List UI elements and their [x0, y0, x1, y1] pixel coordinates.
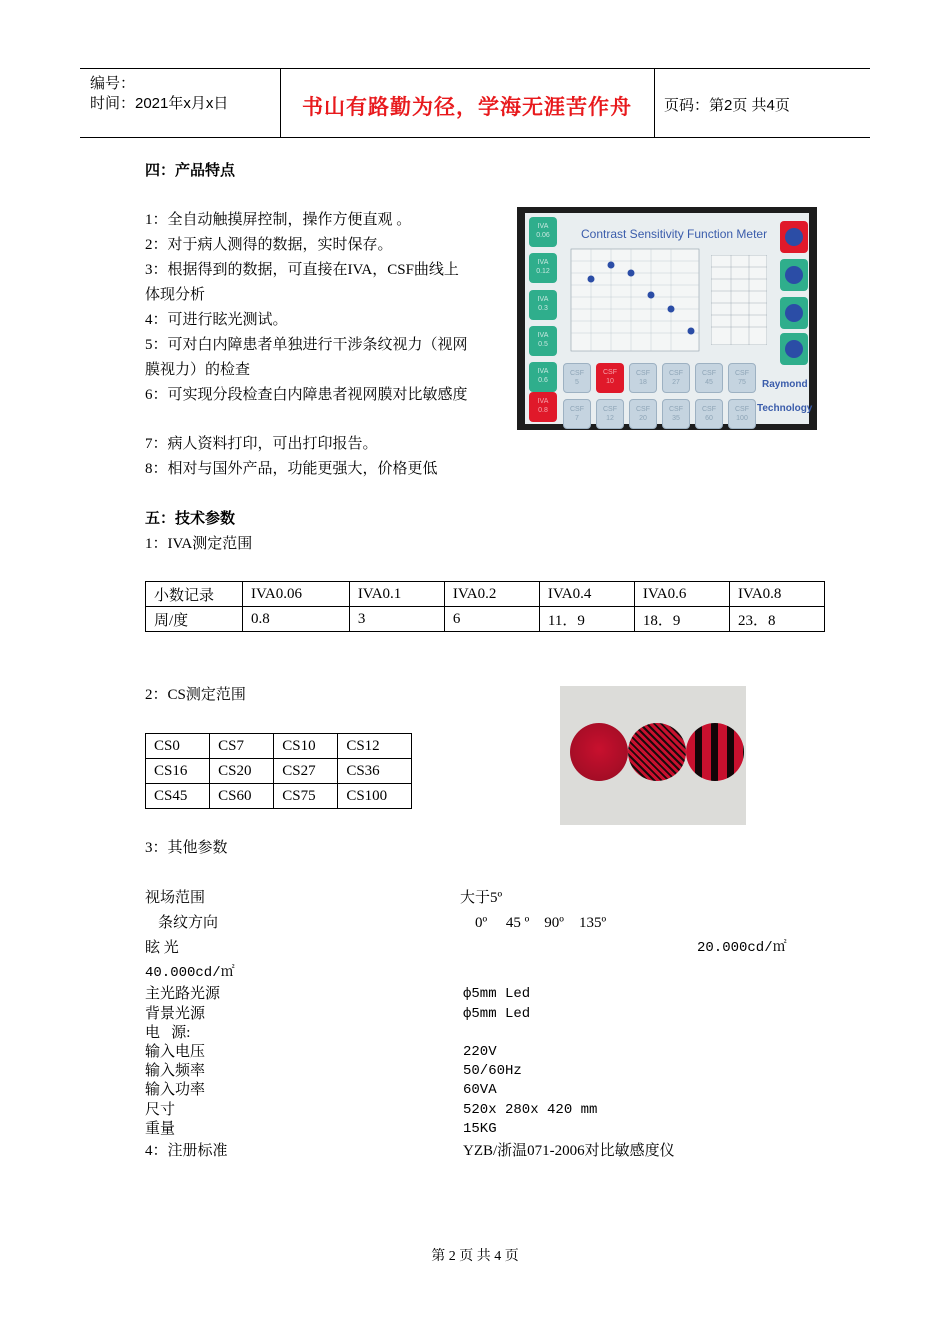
param-label: 眩 光	[145, 940, 179, 956]
feature-item: 5：可对白内障患者单独进行干涉条纹视力（视网	[145, 337, 468, 353]
iva-key: IVA 0.3	[529, 290, 557, 320]
csf-key: CSF 100	[728, 399, 756, 429]
feature-item: 1：全自动触摸屏控制，操作方便直观 。	[145, 212, 412, 228]
param-label: 主光路光源	[145, 986, 221, 1002]
param-label: 视场范围	[145, 890, 206, 906]
solid-disc	[570, 723, 628, 781]
param-value: 50/60Hz	[463, 1063, 522, 1079]
header-left-cell	[80, 69, 281, 137]
feature-item: 4：可进行眩光测试。	[145, 312, 288, 328]
grating-90-button	[780, 297, 808, 329]
table-row	[146, 607, 825, 632]
table-cell: CS60	[210, 784, 274, 809]
standard-value: YZB/浙温071-2006对比敏感度仪	[463, 1143, 675, 1159]
table-cell: IVA0.1	[349, 582, 444, 607]
csf-key: CSF 10	[596, 363, 624, 393]
table-row	[146, 784, 412, 809]
param-label: 输入频率	[145, 1063, 206, 1079]
table-cell: 6	[444, 607, 539, 632]
grating-discs-photo	[560, 686, 746, 825]
table-cell: CS27	[274, 759, 338, 784]
param-value: 220V	[463, 1044, 497, 1060]
table-cell: IVA0.2	[444, 582, 539, 607]
page-header	[80, 68, 870, 138]
param-value: 15KG	[463, 1121, 497, 1137]
table-cell: 0.8	[243, 607, 350, 632]
grating-135-button	[780, 333, 808, 365]
param-value: ф5mm Led	[463, 1006, 531, 1022]
iva-key: IVA 0.5	[529, 326, 557, 356]
param-value: 0º 45 º 90º 135º	[475, 915, 607, 931]
table-cell: IVA0.4	[539, 582, 634, 607]
param-value: 520x 280x 420 mm	[463, 1102, 598, 1118]
param-value: 40.000cd/㎡	[145, 965, 235, 981]
feature-item: 2：对于病人测得的数据，实时保存。	[145, 237, 393, 253]
header-right-cell	[654, 69, 871, 137]
table-cell: IVA0.6	[634, 582, 729, 607]
param-label: 输入功率	[145, 1082, 206, 1098]
table-cell: CS16	[146, 759, 210, 784]
table-cell: 11．9	[539, 607, 634, 632]
csf-key: CSF 5	[563, 363, 591, 393]
iva-key: IVA 0.12	[529, 253, 557, 283]
param-value: ф5mm Led	[463, 986, 531, 1002]
table-cell: 18．9	[634, 607, 729, 632]
coarse-grating-disc	[686, 723, 744, 781]
fine-grating-disc	[628, 723, 686, 781]
feature-item: 7：病人资料打印，可出打印报告。	[145, 436, 378, 452]
table-cell: CS75	[274, 784, 338, 809]
table-cell: CS12	[338, 734, 412, 759]
grating-45-button	[780, 259, 808, 291]
table-row	[146, 759, 412, 784]
device-data-table-image	[711, 255, 767, 345]
param-value: 20.000cd/㎡	[697, 940, 787, 956]
table-cell: IVA0.06	[243, 582, 350, 607]
iva-table	[145, 581, 825, 632]
grating-0-button	[780, 221, 808, 253]
param-value: 60VA	[463, 1082, 497, 1098]
device-brand-2: Technology	[757, 403, 813, 414]
device-title: Contrast Sensitivity Function Meter	[581, 227, 768, 241]
page-footer: 第 2 页 共 4 页	[431, 1249, 519, 1264]
feature-item: 体现分析	[145, 287, 206, 303]
param-label: 背景光源	[145, 1006, 206, 1022]
csf-key: CSF 20	[629, 399, 657, 429]
table-cell: IVA0.8	[729, 582, 824, 607]
csf-chart-image	[565, 243, 705, 359]
page-info: 页码：第2页 共4页	[664, 97, 790, 114]
device-screen-photo	[517, 207, 817, 430]
section4-title: 四：产品特点	[145, 163, 236, 179]
table-cell: CS20	[210, 759, 274, 784]
serial-label: 编号：	[90, 75, 136, 92]
feature-item: 6：可实现分段检查白内障患者视网膜对比敏感度	[145, 387, 468, 403]
param-value: 大于5º	[460, 890, 503, 906]
csf-key: CSF 45	[695, 363, 723, 393]
iva-range-heading: 1：IVA测定范围	[145, 536, 253, 552]
table-row	[146, 734, 412, 759]
csf-key: CSF 27	[662, 363, 690, 393]
csf-key: CSF 35	[662, 399, 690, 429]
feature-item: 膜视力）的检查	[145, 362, 251, 378]
table-cell: 3	[349, 607, 444, 632]
table-cell: CS7	[210, 734, 274, 759]
section5-title: 五：技术参数	[145, 511, 236, 527]
table-cell: CS10	[274, 734, 338, 759]
iva-key: IVA 0.06	[529, 217, 557, 247]
param-label: 电 源:	[145, 1025, 191, 1041]
table-cell: CS36	[338, 759, 412, 784]
table-cell: CS0	[146, 734, 210, 759]
iva-key: IVA 0.6	[529, 362, 557, 392]
standard-heading: 4：注册标准	[145, 1143, 228, 1159]
table-cell: CS100	[338, 784, 412, 809]
device-brand-1: Raymond	[762, 379, 808, 390]
param-label: 尺寸	[145, 1102, 176, 1118]
other-params-heading: 3：其他参数	[145, 840, 228, 856]
table-cell: CS45	[146, 784, 210, 809]
csf-key: CSF 18	[629, 363, 657, 393]
param-label: 重量	[145, 1121, 176, 1137]
csf-key: CSF 7	[563, 399, 591, 429]
table-cell: 周/度	[146, 607, 243, 632]
param-label: 条纹方向	[158, 915, 219, 931]
csf-key: CSF 75	[728, 363, 756, 393]
csf-key: CSF 12	[596, 399, 624, 429]
time-label: 时间：2021年x月x日	[90, 95, 229, 112]
cs-range-heading: 2：CS测定范围	[145, 687, 246, 703]
feature-item: 3：根据得到的数据，可直接在IVA，CSF曲线上	[145, 262, 459, 278]
csf-key: CSF 60	[695, 399, 723, 429]
param-label: 输入电压	[145, 1044, 206, 1060]
header-motto: 书山有路勤为径，学海无涯苦作舟	[302, 95, 632, 119]
feature-item: 8：相对与国外产品，功能更强大，价格更低	[145, 461, 438, 477]
device-touchscreen	[525, 213, 813, 424]
cs-table	[145, 733, 412, 809]
iva-key: IVA 0.8	[529, 392, 557, 422]
table-row	[146, 582, 825, 607]
table-cell: 23．8	[729, 607, 824, 632]
table-cell: 小数记录	[146, 582, 243, 607]
